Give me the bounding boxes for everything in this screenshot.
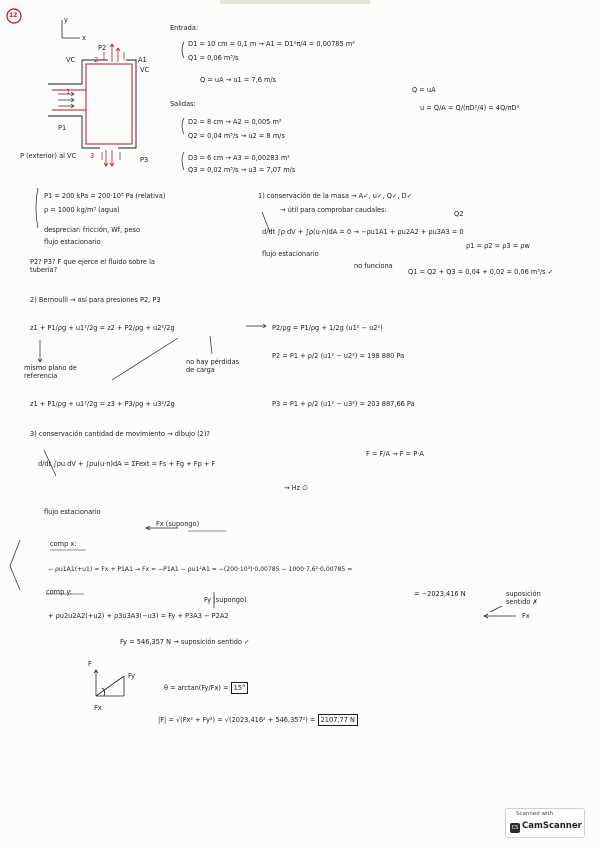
q2-label: Q2 bbox=[454, 210, 464, 218]
bernoulli-title: 2) Bernoulli → así para presiones P2, P3 bbox=[30, 296, 161, 304]
vc-label-right: VC bbox=[140, 66, 150, 74]
salida-3-line-1: D3 = 6 cm → A3 = 0,00283 m² bbox=[188, 154, 290, 162]
hz-note: → Hz ∅ bbox=[284, 484, 308, 492]
axis-y-label: y bbox=[64, 16, 68, 24]
magnitude-expression: |F| = √(Fx² + Fy²) = √(2023,416² + 546,357²) = bbox=[158, 716, 318, 724]
velocity-formula: u = Q/A = Q/(πD²/4) = 4Q/πD² bbox=[420, 104, 520, 112]
momentum-title: 3) conservación cantidad de movimiento → dibujo (2)? bbox=[30, 430, 210, 438]
pressure-p2-label: P2 bbox=[98, 44, 107, 52]
mass-conservation-title: 1) conservación de la masa → A✓, u✓, Q✓, D✓ bbox=[258, 192, 413, 200]
triangle-fx-label: Fx bbox=[94, 704, 102, 712]
p2-result: P2 = P1 + ρ/2 (u1² − u2²) = 198 880 Pa bbox=[272, 352, 405, 360]
pressure-force-relation: F = F/A → F = P·A bbox=[366, 450, 424, 458]
camscanner-brand: CamScanner bbox=[522, 821, 582, 831]
p1-given: P1 = 200 kPa = 200·10³ Pa (relativa) bbox=[44, 192, 166, 200]
outlet-flow-arrows bbox=[104, 44, 120, 166]
magnitude-formula bbox=[158, 716, 358, 724]
fy-result: Fy = 546,357 N → suposición sentido ✓ bbox=[120, 638, 250, 646]
page-number: 12 bbox=[9, 12, 18, 19]
no-losses-note: no hay pérdidas de carga bbox=[186, 358, 240, 374]
control-volume bbox=[86, 64, 132, 144]
comp-y-label: comp y: bbox=[46, 588, 73, 596]
section-1-label: 1 bbox=[66, 88, 71, 96]
momentum-y-eq: + ρu2u2A2(+u2) + ρ3u3A3(−u3) = Fy + P3A3 − P2A2 bbox=[48, 612, 229, 620]
salida-2-line-1: D2 = 8 cm → A2 = 0,005 m² bbox=[188, 118, 282, 126]
theta-formula bbox=[164, 684, 248, 692]
pressure-p1-label: P1 bbox=[58, 124, 67, 132]
mass-conservation-sub: → útil para comprobar caudales: bbox=[280, 206, 387, 214]
equal-densities: ρ1 = ρ2 = ρ3 = ρw bbox=[466, 242, 530, 250]
vc-exterior-note: P (exterior) al VC bbox=[20, 152, 77, 160]
salida-2-line-2: Q2 = 0,04 m³/s → u2 = 8 m/s bbox=[188, 132, 285, 140]
q-check-result: Q1 = Q2 + Q3 = 0,04 + 0,02 = 0,06 m³/s ✓ bbox=[408, 268, 554, 276]
fy-supposed: Fy (supongo) bbox=[204, 596, 247, 604]
vc-label-left: VC bbox=[66, 56, 76, 64]
mass-steady-note: flujo estacionario bbox=[262, 250, 319, 258]
pressure-p3-label: P3 bbox=[140, 156, 149, 164]
momentum-steady-note: flujo estacionario bbox=[44, 508, 101, 516]
entrada-line-2: Q1 = 0,06 m³/s bbox=[188, 54, 239, 62]
theta-value-box: 15° bbox=[231, 682, 249, 694]
triangle-f-label: F bbox=[88, 660, 92, 668]
salida-3-line-2: Q3 = 0,02 m³/s → u3 = 7,07 m/s bbox=[188, 166, 296, 174]
entrada-line-1: D1 = 10 cm = 0,1 m → A1 = D1²π/4 = 0,00785 m² bbox=[188, 40, 355, 48]
no-funciona-note: no funciona bbox=[354, 262, 393, 270]
q-equals-ua: Q = uA bbox=[412, 86, 436, 94]
force-triangle bbox=[94, 670, 124, 696]
fx-direction-note: suposición sentido ✗ bbox=[506, 590, 541, 606]
triangle-fy-label: Fy bbox=[128, 672, 136, 680]
steady-flow-note: flujo estacionario bbox=[44, 238, 101, 246]
camscanner-logo-icon: CS bbox=[511, 825, 519, 831]
same-reference-note: mismo plano de referencia bbox=[24, 364, 77, 380]
section-2-label: 2 bbox=[94, 56, 99, 64]
fx-arrow-label: Fx bbox=[522, 612, 530, 620]
mass-conservation-eq: d/dt ∫ρ dV + ∫ρ(u·n)dA = 0 → −ρu1A1 + ρu2A2 + ρu3A3 = 0 bbox=[262, 228, 464, 236]
scanned-with-text: Scanned with bbox=[516, 811, 554, 817]
comp-x-label: comp x: bbox=[50, 540, 77, 548]
momentum-eq: d/dt ∫ρu dV + ∫ρu(u·n)dA = ΣFext = Fs + Fg + Fp + F bbox=[38, 460, 216, 468]
bernoulli-eq-1b: P2/ρg = P1/ρg + 1/2g (u1² − u2²) bbox=[272, 324, 383, 332]
area-a1-label: A1 bbox=[138, 56, 147, 64]
pipe-outline bbox=[82, 60, 136, 148]
fx-result: = −2023,416 N bbox=[414, 590, 466, 598]
entrada-line-3: Q = uA → u1 = 7,6 m/s bbox=[200, 76, 277, 84]
theta-expression: θ = arctan(Fy/Fx) = bbox=[164, 684, 231, 692]
salidas-heading: Salidas: bbox=[170, 100, 196, 108]
fx-supposed: Fx (supongo) bbox=[156, 520, 200, 528]
magnitude-value-box: 2107,77 N bbox=[318, 714, 358, 726]
p3-result: P3 = P1 + ρ/2 (u1² − u3²) = 203 887,66 Pa bbox=[272, 400, 415, 408]
bernoulli-eq-2: z1 + P1/ρg + u1²/2g = z3 + P3/ρg + u3²/2g bbox=[30, 400, 175, 408]
entrada-heading: Entrada: bbox=[170, 24, 199, 32]
neglect-note: despreciar: fricción, Wf, peso bbox=[44, 226, 140, 234]
problem-question: P2? P3? F que ejerce el fluido sobre la tubería? bbox=[30, 258, 155, 274]
camscanner-badge bbox=[505, 808, 585, 838]
momentum-x-eq: − ρu1A1(+u1) = Fx + P1A1 → Fx = −P1A1 − ρu1²A1 = −(200·10³)·0,00785 − 1000·7,6²·0,00785 = bbox=[48, 566, 353, 573]
bernoulli-eq-1: z1 + P1/ρg + u1²/2g = z2 + P2/ρg + u2²/2g bbox=[30, 324, 175, 332]
rho-given: ρ = 1000 kg/m³ (agua) bbox=[44, 206, 120, 214]
section-3-label: 3 bbox=[90, 152, 95, 160]
axis-x-label: x bbox=[82, 34, 86, 42]
